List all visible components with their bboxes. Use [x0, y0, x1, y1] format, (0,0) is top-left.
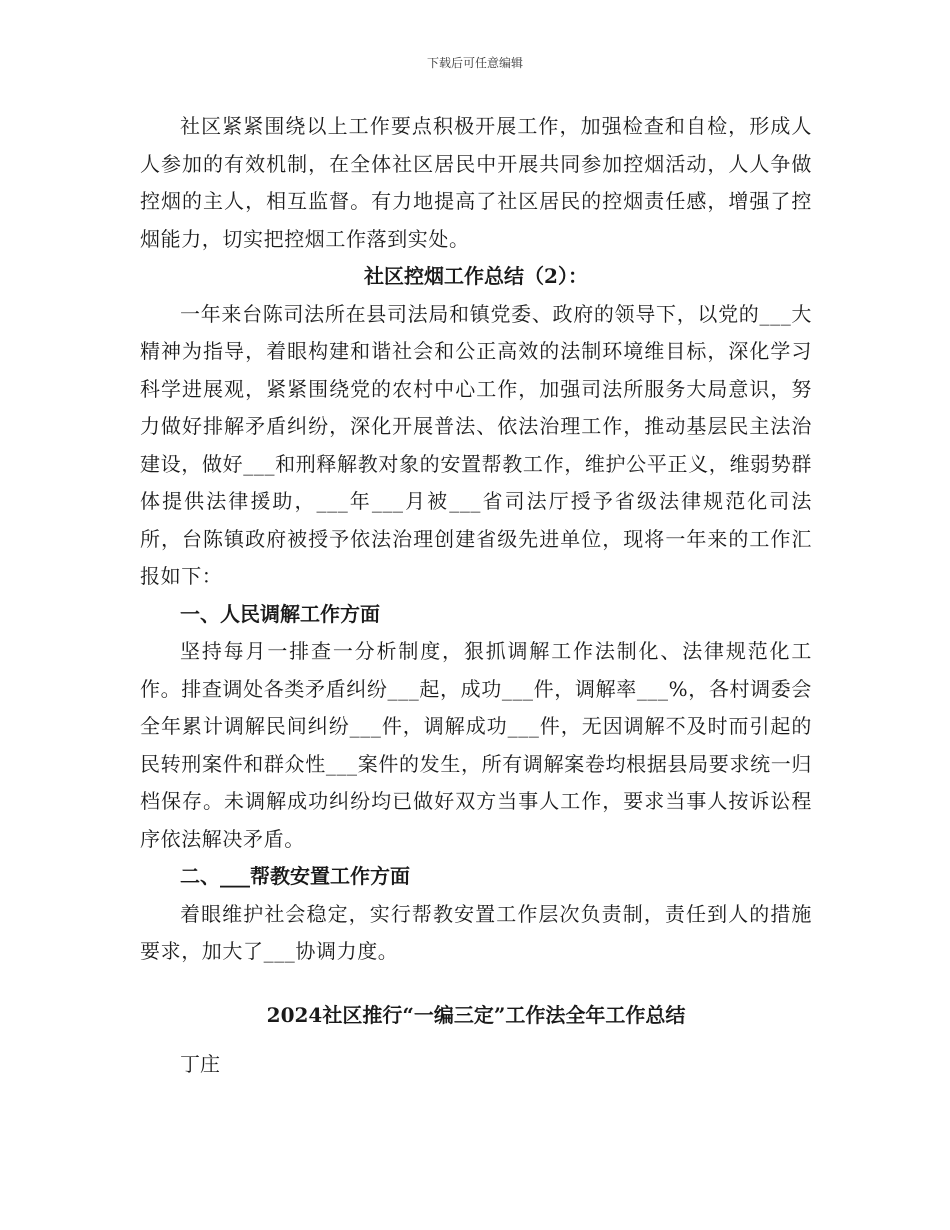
heading-mediation: 一、人民调解工作方面	[180, 601, 380, 626]
page-header-note: 下载后可任意编辑	[426, 56, 523, 70]
document-body	[140, 108, 812, 1084]
author-name: 丁庄	[180, 1052, 220, 1076]
paragraph-justice-office-intro: 一年来台陈司法所在县司法局和镇党委、政府的领导下，以党的___大精神为指导，着眼构建和谐社会和公正高效的法制环境维目标，深化学习科学进展观，紧紧围绕党的农村中心工作，加强司法所服务大局意识，努力做好排解矛盾纠纷，深化开展普法、依法治理工作，推动基层民主法治建设，做好___和刑释解教对象的安置帮教工作，维护公平正义，维弱势群体提供法律援助，___年___月被___省司法厅授予省级法律规范化司法所，台陈镇政府被授予依法治理创建省级先进单位，现将一年来的工作汇报如下：	[140, 301, 812, 588]
paragraph-mediation-work: 坚持每月一排查一分析制度，狠抓调解工作法制化、法律规范化工作。排查调处各类矛盾纠纷___起，成功___件，调解率___%，各村调委会全年累计调解民间纠纷___件，调解成功___件，无因调解不及时而引起的民转刑案件和群众性___案件的发生，所有调解案卷均根据县局要求统一归档保存。未调解成功纠纷均已做好双方当事人工作，要求当事人按诉讼程序依法解决矛盾。	[140, 639, 812, 851]
heading-section-2: 社区控烟工作总结（2）：	[364, 264, 588, 288]
document-title-2024: 2024社区推行“一编三定”工作法全年工作总结	[266, 1002, 686, 1027]
paragraph-resettlement-work: 着眼维护社会稳定，实行帮教安置工作层次负责制，责任到人的措施要求，加大了___协调力度。	[140, 901, 812, 963]
paragraph-control-smoking-summary: 社区紧紧围绕以上工作要点积极开展工作，加强检查和自检，形成人人参加的有效机制，在全体社区居民中开展共同参加控烟活动，人人争做控烟的主人，相互监督。有力地提高了社区居民的控烟责任感，增强了控烟能力，切实把控烟工作落到实处。	[140, 114, 812, 251]
heading-resettlement: 二、___帮教安置工作方面	[180, 864, 410, 888]
